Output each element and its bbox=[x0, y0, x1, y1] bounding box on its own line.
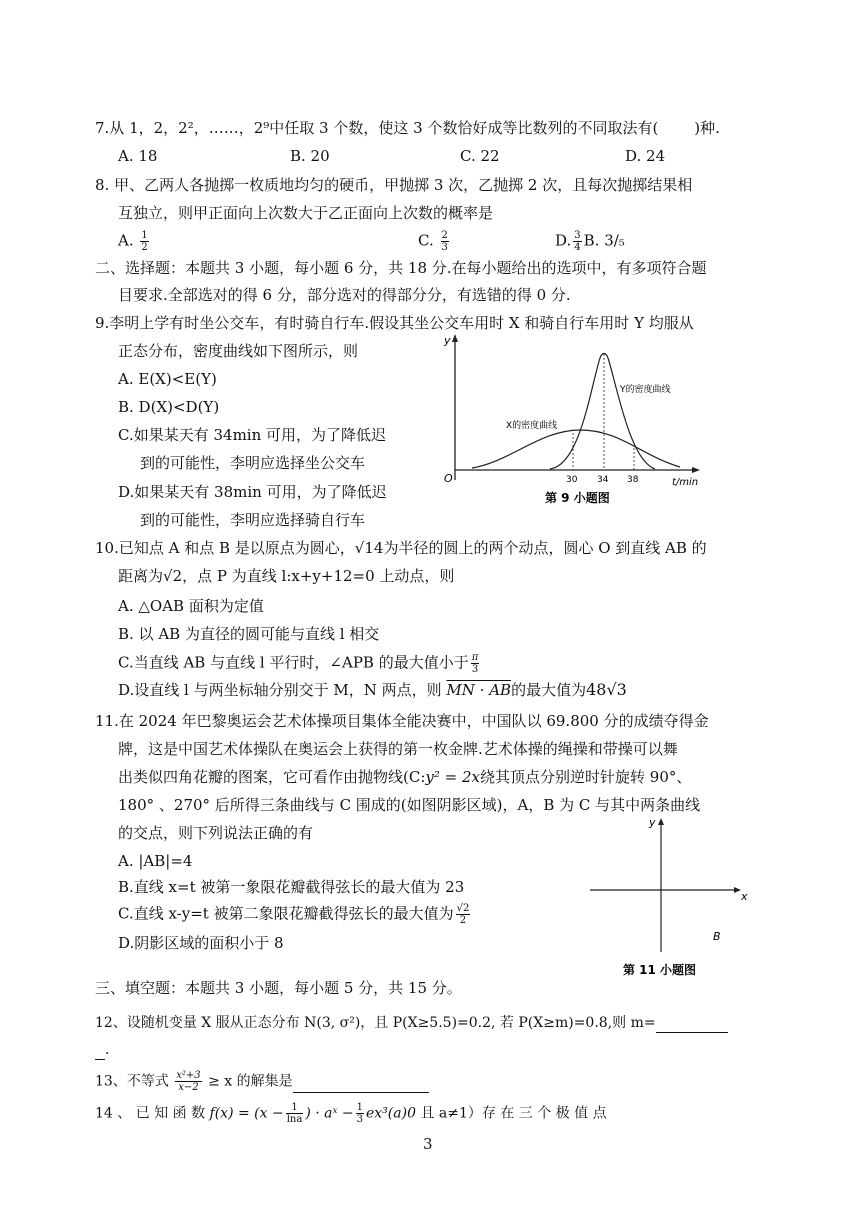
q10-line-1-text-b: 为半径的圆上的两个动点，圆心 O 到直线 AB 的 bbox=[383, 539, 707, 557]
tick-38-label: 38 bbox=[627, 475, 639, 485]
q12-line-2 bbox=[95, 1040, 109, 1060]
tick-34-label: 34 bbox=[597, 475, 609, 485]
y-curve-label: Y的密度曲线 bbox=[620, 385, 671, 395]
x-axis-label: x bbox=[741, 890, 748, 903]
q11-line-3 bbox=[118, 767, 691, 787]
q10-option-a: A. △OAB 面积为定值 bbox=[118, 597, 264, 615]
q7-option-c: C. 22 bbox=[460, 147, 500, 165]
fraction-denominator: x−2 bbox=[178, 1082, 199, 1093]
q11-line-3-text-b: 绕其顶点分别逆时针旋转 90°、 bbox=[480, 768, 692, 786]
q9-option-c-line-1: C.如果某天有 34min 可用，为了降低迟 bbox=[118, 426, 387, 444]
q9-option-d-line-2: 到的可能性，李明应选择骑自行车 bbox=[140, 511, 366, 529]
fraction-numerator: 1 bbox=[356, 1102, 363, 1113]
fraction-denominator: 4 bbox=[574, 242, 581, 253]
y-axis-arrow bbox=[452, 334, 458, 342]
fraction-denominator: 3 bbox=[471, 664, 479, 675]
q8-option-c bbox=[418, 230, 451, 253]
q10-line-2-text-b: ，点 P 为直线 l:x+y+12=0 上动点，则 bbox=[182, 567, 455, 585]
q11-line-4: 180° 、270° 后所得三条曲线与 C 围成的(如图阴影区域)，A，B 为 C 与其中两条曲线 bbox=[118, 796, 701, 814]
q14-text-b: 且 a≠1）存 在 三 个 极 值 点 bbox=[420, 1105, 607, 1122]
section-2-heading-line-1: 二、选择题：本题共 3 小题，每小题 6 分，共 18 分.在每小题给出的选项中，有多项符合题 bbox=[95, 259, 707, 277]
q14-text-a: 14 、 已 知 函 数 bbox=[95, 1105, 206, 1122]
fraction-denominator: 2 bbox=[141, 242, 148, 253]
q7-option-a: A. 18 bbox=[118, 147, 158, 165]
q13-line bbox=[95, 1070, 429, 1093]
q10-line-2-text-a: 距离为 bbox=[118, 567, 164, 585]
q11-option-b: B.直线 x=t 被第一象限花瓣截得弦长的最大值为 23 bbox=[118, 878, 465, 896]
q12-answer-blank-cont bbox=[95, 1043, 105, 1060]
fraction-denominator: 3 bbox=[356, 1114, 363, 1125]
fraction-numerator: x²+3 bbox=[176, 1070, 201, 1081]
x-axis-arrow bbox=[734, 887, 741, 893]
q10-option-d-text-b: 的最大值为 bbox=[511, 681, 587, 699]
q9-line-1: 9.李明上学有时坐公交车，有时骑自行车.假设其坐公交车用时 X 和骑自行车用时 Y 均服从 bbox=[95, 314, 694, 332]
q12-text: 12、设随机变量 X 服从正态分布 N(3, σ²)，且 P(X≥5.5)=0.2, 若 P(X≥m)=0.8,则 m= bbox=[95, 1015, 656, 1031]
fraction-numerator: π bbox=[471, 652, 479, 663]
q8-option-b: B. 3/₅ bbox=[583, 231, 625, 250]
fraction-denominator: 3 bbox=[441, 242, 448, 253]
fraction-numerator: 3 bbox=[574, 230, 581, 241]
figure-caption: 第 11 小题图 bbox=[623, 963, 697, 977]
q8-option-d-label: D. bbox=[555, 231, 572, 250]
q10-option-c-text: C.当直线 AB 与直线 l 平行时，∠APB 的最大值小于 bbox=[118, 653, 469, 672]
q9-option-b: B. D(X)<D(Y) bbox=[118, 398, 220, 416]
q8-option-d-fraction bbox=[573, 230, 581, 253]
q14-fraction-1 bbox=[286, 1102, 304, 1125]
q12-tail: . bbox=[105, 1042, 110, 1058]
fraction-numerator: 1 bbox=[141, 230, 148, 241]
q14-eq-part-1: f(x) = (x − bbox=[209, 1105, 284, 1122]
fraction-denominator: 2 bbox=[459, 915, 467, 926]
q14-fraction-2 bbox=[356, 1102, 364, 1125]
y-axis-label: y bbox=[444, 334, 451, 347]
point-b-label: B bbox=[713, 930, 721, 943]
q14-eq-part-2: ) · aˣ − bbox=[305, 1105, 354, 1122]
tick-30-label: 30 bbox=[566, 475, 578, 485]
q8-option-a-label: A. bbox=[118, 231, 134, 250]
q11-line-3-text-a: 出类似四角花瓣的图案，它可看作由抛物线(C: bbox=[118, 768, 426, 786]
q8-line-1: 8. 甲、乙两人各抛掷一枚质地均匀的硬币，甲抛掷 3 次，乙抛掷 2 次，且每次抛掷结果相 bbox=[95, 176, 693, 194]
q7-stem-end: )种. bbox=[694, 119, 720, 137]
y-axis-label: y bbox=[649, 816, 656, 829]
q11-line-1: 11.在 2024 年巴黎奥运会艺术体操项目集体全能决赛中，中国队以 69.800 分的成绩夺得金 bbox=[95, 712, 709, 730]
figure-caption: 第 9 小题图 bbox=[545, 491, 610, 505]
x-axis-label: t/min bbox=[672, 477, 699, 488]
q10-option-d bbox=[118, 680, 627, 700]
q11-petal-figure bbox=[585, 810, 765, 980]
q9-density-figure bbox=[440, 330, 710, 515]
q10-line-2 bbox=[118, 566, 454, 586]
q13-fraction bbox=[175, 1070, 201, 1093]
q10-option-b: B. 以 AB 为直径的圆可能与直线 l 相交 bbox=[118, 625, 380, 643]
q12-answer-blank[interactable] bbox=[656, 1016, 728, 1033]
parabola-equation: y² = 2x bbox=[425, 768, 480, 786]
sqrt2-over-2-fraction bbox=[456, 903, 471, 926]
q10-option-c bbox=[118, 652, 481, 675]
fraction-denominator: lna bbox=[286, 1114, 303, 1125]
q8-option-c-label: C. bbox=[418, 231, 434, 250]
pi-over-3-fraction bbox=[471, 652, 480, 675]
q7-option-d: D. 24 bbox=[625, 147, 666, 165]
x-curve-label: X的密度曲线 bbox=[506, 421, 558, 431]
q7-stem bbox=[95, 118, 720, 138]
origin-label: O bbox=[444, 472, 453, 485]
page-number: 3 bbox=[423, 1135, 433, 1153]
y-axis-arrow bbox=[658, 818, 664, 825]
fraction-numerator: 2 bbox=[441, 230, 448, 241]
q9-option-a: A. E(X)<E(Y) bbox=[118, 370, 217, 388]
q9-option-c-line-2: 到的可能性，李明应选择坐公交车 bbox=[140, 454, 366, 472]
section-3-heading: 三、填空题：本题共 3 小题，每小题 5 分，共 15 分。 bbox=[95, 979, 462, 997]
y-density-curve bbox=[550, 354, 655, 470]
q11-option-a: A. |AB|=4 bbox=[118, 852, 193, 870]
q8-option-d bbox=[555, 230, 625, 253]
q7-stem-text: 7.从 1，2，2²，……，2⁹中任取 3 个数，使这 3 个数恰好成等比数列的不同取法有( bbox=[95, 119, 659, 137]
sqrt-14: √14 bbox=[354, 539, 384, 557]
q8-option-a bbox=[118, 230, 151, 253]
q8-option-a-fraction bbox=[140, 230, 148, 253]
q11-line-5: 的交点，则下列说法正确的有 bbox=[118, 824, 314, 842]
q12-line bbox=[95, 1013, 728, 1033]
q10-option-d-text-a: D.设直线 l 与两坐标轴分别交于 M，N 两点，则 bbox=[118, 681, 442, 699]
q9-option-d-line-1: D.如果某天有 38min 可用，为了降低迟 bbox=[118, 483, 387, 501]
max-value: 48√3 bbox=[586, 680, 627, 699]
fraction-numerator: √2 bbox=[456, 903, 470, 914]
vector-product: MN · AB bbox=[446, 681, 512, 699]
q8-line-2: 互独立，则甲正面向上次数大于乙正面向上次数的概率是 bbox=[118, 204, 494, 222]
q11-line-2: 牌，这是中国艺术体操队在奥运会上获得的第一枚金牌.艺术体操的绳操和带操可以舞 bbox=[118, 740, 678, 758]
sqrt-2: √2 bbox=[163, 567, 183, 585]
q14-eq-part-3: ex³(a)0 bbox=[366, 1105, 416, 1122]
q11-option-c bbox=[118, 903, 472, 926]
fraction-numerator: 1 bbox=[286, 1102, 304, 1114]
q13-text-a: 13、不等式 bbox=[95, 1073, 169, 1090]
q11-option-d: D.阴影区域的面积小于 8 bbox=[118, 934, 284, 952]
q13-answer-blank[interactable] bbox=[293, 1076, 429, 1093]
q14-line bbox=[95, 1102, 607, 1125]
q8-option-c-fraction bbox=[441, 230, 449, 253]
q9-line-2: 正态分布，密度曲线如下图所示，则 bbox=[118, 342, 359, 360]
q10-line-1 bbox=[95, 538, 707, 558]
q13-text-b: ≥ x 的解集是 bbox=[208, 1073, 293, 1090]
x-density-curve bbox=[472, 430, 680, 468]
q10-line-1-text-a: 10.已知点 A 和点 B 是以原点为圆心， bbox=[95, 539, 355, 557]
section-2-heading-line-2: 目要求.全部选对的得 6 分，部分选对的得部分分，有选错的得 0 分. bbox=[118, 286, 571, 304]
q11-option-c-text: C.直线 x-y=t 被第二象限花瓣截得弦长的最大值为 bbox=[118, 904, 454, 923]
x-axis-arrow bbox=[692, 467, 700, 473]
q7-option-b: B. 20 bbox=[290, 147, 330, 165]
